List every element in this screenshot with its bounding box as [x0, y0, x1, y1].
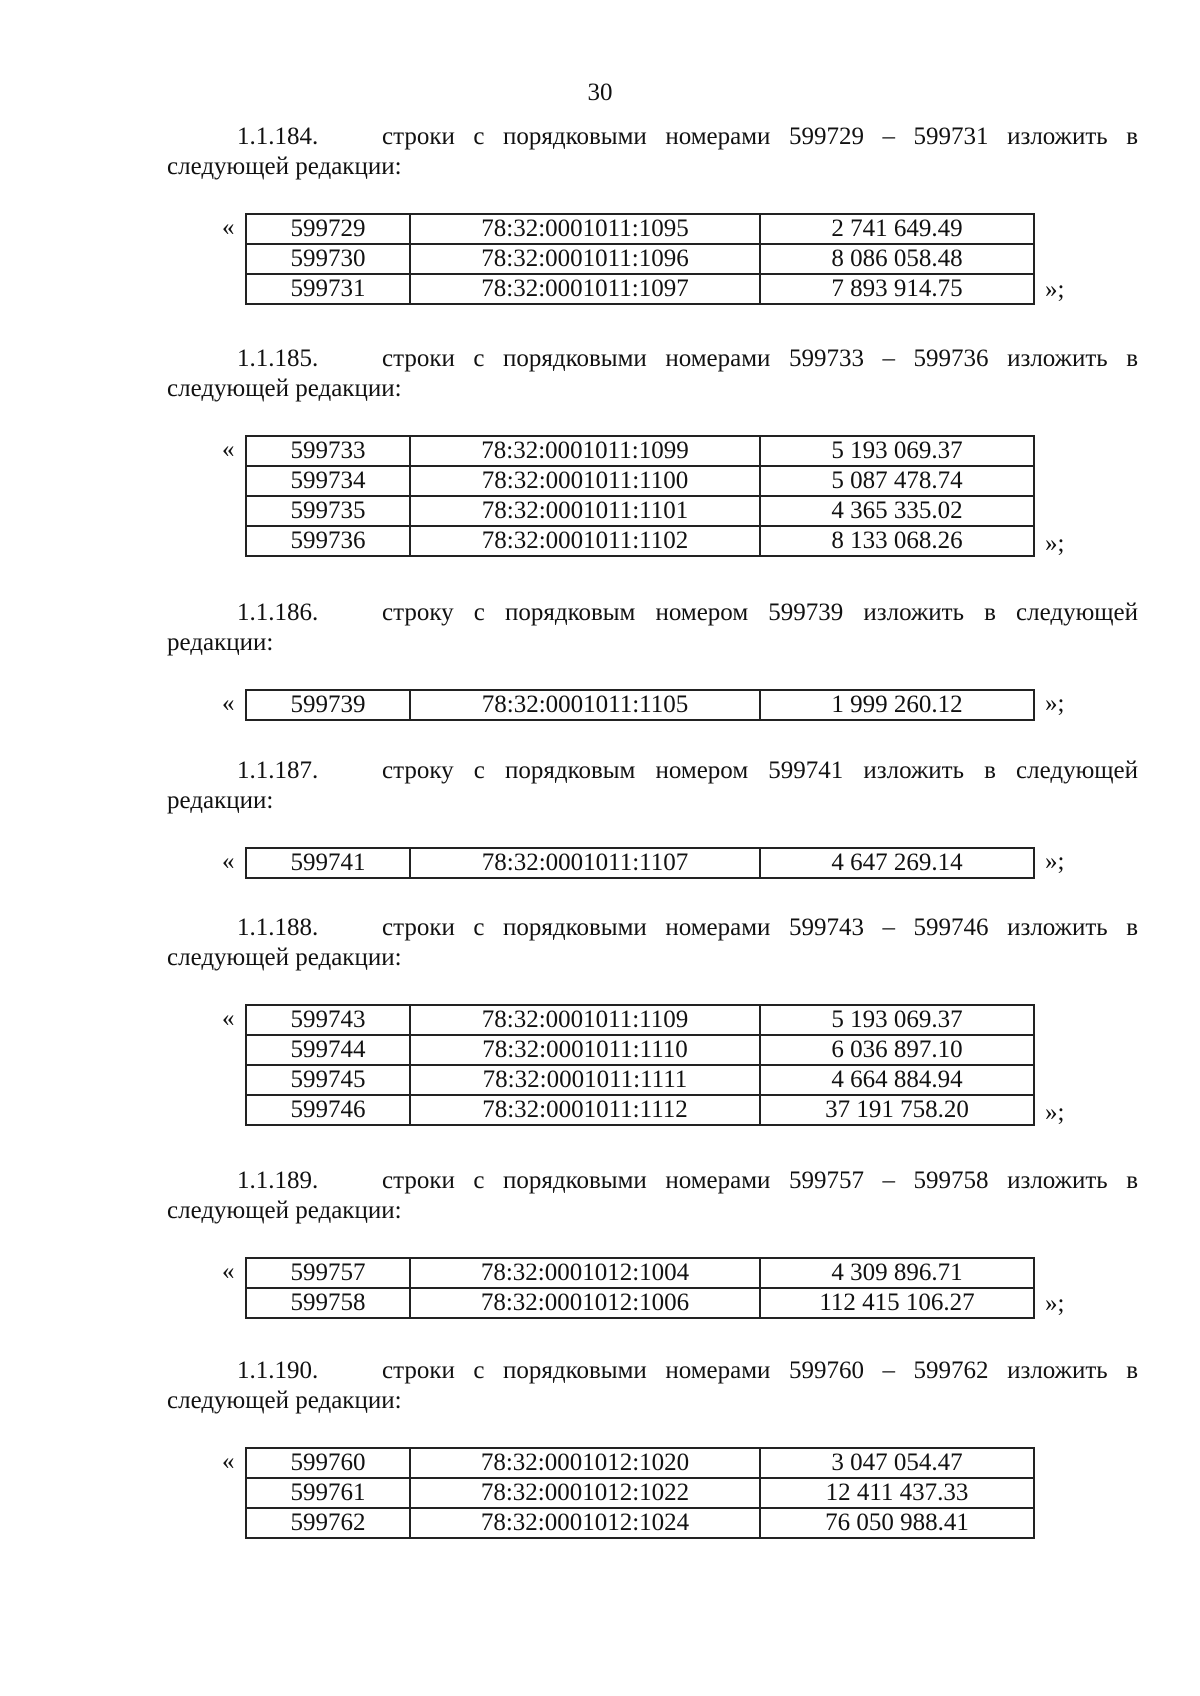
value-cell: 112 415 106.27 — [760, 1288, 1034, 1318]
section-paragraph — [167, 756, 1138, 816]
value-cell: 4 664 884.94 — [760, 1065, 1034, 1095]
page-number: 30 — [587, 79, 613, 106]
value-cell: 8 086 058.48 — [760, 244, 1034, 274]
close-quote: »; — [1045, 1099, 1065, 1126]
table-row — [246, 1095, 1034, 1125]
section-1-1-185 — [167, 344, 1138, 557]
row-number-cell: 599734 — [246, 466, 410, 496]
table-row — [246, 1258, 1034, 1288]
cadastral-number-cell: 78:32:0001011:1112 — [410, 1095, 760, 1125]
entries-table — [245, 435, 1035, 557]
value-cell: 76 050 988.41 — [760, 1508, 1034, 1538]
section-1-1-190 — [167, 1356, 1138, 1536]
section-text: строки с порядковыми номерами 599743 – 599746 изложить в следующей редакции: — [167, 914, 1138, 971]
section-number: 1.1.188. — [237, 914, 319, 941]
cadastral-number-cell: 78:32:0001011:1105 — [410, 690, 760, 720]
entries-table — [245, 689, 1035, 721]
close-quote: »; — [1045, 276, 1065, 303]
section-paragraph — [167, 1356, 1138, 1416]
close-quote: »; — [1045, 530, 1065, 557]
cadastral-number-cell: 78:32:0001011:1102 — [410, 526, 760, 556]
value-cell: 2 741 649.49 — [760, 214, 1034, 244]
cadastral-number-cell: 78:32:0001011:1100 — [410, 466, 760, 496]
cadastral-number-cell: 78:32:0001011:1101 — [410, 496, 760, 526]
value-cell: 5 193 069.37 — [760, 1005, 1034, 1035]
cadastral-number-cell: 78:32:0001011:1099 — [410, 436, 760, 466]
section-number: 1.1.186. — [237, 599, 319, 626]
cadastral-number-cell: 78:32:0001011:1109 — [410, 1005, 760, 1035]
row-number-cell: 599746 — [246, 1095, 410, 1125]
table-row — [246, 1035, 1034, 1065]
cadastral-number-cell: 78:32:0001012:1024 — [410, 1508, 760, 1538]
section-paragraph — [167, 913, 1138, 973]
section-1-1-184 — [167, 122, 1138, 303]
section-number: 1.1.185. — [237, 345, 319, 372]
cadastral-number-cell: 78:32:0001011:1097 — [410, 274, 760, 304]
close-quote: »; — [1045, 848, 1065, 875]
row-number-cell: 599736 — [246, 526, 410, 556]
row-number-cell: 599741 — [246, 848, 410, 878]
row-number-cell: 599730 — [246, 244, 410, 274]
section-number: 1.1.189. — [237, 1167, 319, 1194]
open-quote: « — [222, 1258, 235, 1285]
row-number-cell: 599735 — [246, 496, 410, 526]
open-quote: « — [222, 1448, 235, 1475]
table-row — [246, 466, 1034, 496]
table-row — [246, 1478, 1034, 1508]
section-text: строки с порядковыми номерами 599757 – 599758 изложить в следующей редакции: — [167, 1167, 1138, 1224]
cadastral-number-cell: 78:32:0001011:1095 — [410, 214, 760, 244]
cadastral-number-cell: 78:32:0001011:1096 — [410, 244, 760, 274]
value-cell: 1 999 260.12 — [760, 690, 1034, 720]
section-text: строки с порядковыми номерами 599729 – 599731 изложить в следующей редакции: — [167, 123, 1138, 180]
value-cell: 6 036 897.10 — [760, 1035, 1034, 1065]
section-1-1-186 — [167, 598, 1138, 718]
cadastral-number-cell: 78:32:0001012:1022 — [410, 1478, 760, 1508]
section-1-1-187 — [167, 756, 1138, 876]
row-number-cell: 599757 — [246, 1258, 410, 1288]
row-number-cell: 599731 — [246, 274, 410, 304]
entries-table — [245, 213, 1035, 305]
table-row — [246, 1508, 1034, 1538]
close-quote: »; — [1045, 690, 1065, 717]
table-row — [246, 496, 1034, 526]
value-cell: 12 411 437.33 — [760, 1478, 1034, 1508]
table-row — [246, 244, 1034, 274]
table-row — [246, 1065, 1034, 1095]
open-quote: « — [222, 214, 235, 241]
table-row — [246, 690, 1034, 720]
close-quote: »; — [1045, 1290, 1065, 1317]
section-1-1-188 — [167, 913, 1138, 1126]
value-cell: 4 365 335.02 — [760, 496, 1034, 526]
row-number-cell: 599733 — [246, 436, 410, 466]
value-cell: 5 193 069.37 — [760, 436, 1034, 466]
table-row — [246, 1005, 1034, 1035]
section-text: строки с порядковыми номерами 599733 – 599736 изложить в следующей редакции: — [167, 345, 1138, 402]
section-paragraph — [167, 1166, 1138, 1226]
cadastral-number-cell: 78:32:0001011:1110 — [410, 1035, 760, 1065]
row-number-cell: 599760 — [246, 1448, 410, 1478]
value-cell: 8 133 068.26 — [760, 526, 1034, 556]
cadastral-number-cell: 78:32:0001011:1107 — [410, 848, 760, 878]
section-number: 1.1.184. — [237, 123, 319, 150]
value-cell: 5 087 478.74 — [760, 466, 1034, 496]
table-row — [246, 1288, 1034, 1318]
open-quote: « — [222, 690, 235, 717]
row-number-cell: 599745 — [246, 1065, 410, 1095]
section-number: 1.1.190. — [237, 1357, 319, 1384]
row-number-cell: 599739 — [246, 690, 410, 720]
cadastral-number-cell: 78:32:0001012:1020 — [410, 1448, 760, 1478]
section-text: строки с порядковыми номерами 599760 – 599762 изложить в следующей редакции: — [167, 1357, 1138, 1414]
entries-table — [245, 847, 1035, 879]
open-quote: « — [222, 1005, 235, 1032]
section-text: строку с порядковым номером 599741 изложить в следующей редакции: — [167, 757, 1138, 814]
section-text: строку с порядковым номером 599739 изложить в следующей редакции: — [167, 599, 1138, 656]
table-row — [246, 214, 1034, 244]
entries-table — [245, 1004, 1035, 1126]
row-number-cell: 599743 — [246, 1005, 410, 1035]
row-number-cell: 599762 — [246, 1508, 410, 1538]
table-row — [246, 848, 1034, 878]
value-cell: 37 191 758.20 — [760, 1095, 1034, 1125]
table-row — [246, 274, 1034, 304]
cadastral-number-cell: 78:32:0001012:1006 — [410, 1288, 760, 1318]
entries-table — [245, 1257, 1035, 1319]
row-number-cell: 599729 — [246, 214, 410, 244]
section-paragraph — [167, 344, 1138, 404]
value-cell: 7 893 914.75 — [760, 274, 1034, 304]
cadastral-number-cell: 78:32:0001012:1004 — [410, 1258, 760, 1288]
section-paragraph — [167, 122, 1138, 182]
row-number-cell: 599758 — [246, 1288, 410, 1318]
section-number: 1.1.187. — [237, 757, 319, 784]
value-cell: 3 047 054.47 — [760, 1448, 1034, 1478]
table-row — [246, 1448, 1034, 1478]
entries-table — [245, 1447, 1035, 1539]
row-number-cell: 599744 — [246, 1035, 410, 1065]
table-row — [246, 436, 1034, 466]
row-number-cell: 599761 — [246, 1478, 410, 1508]
value-cell: 4 647 269.14 — [760, 848, 1034, 878]
cadastral-number-cell: 78:32:0001011:1111 — [410, 1065, 760, 1095]
table-row — [246, 526, 1034, 556]
section-paragraph — [167, 598, 1138, 658]
open-quote: « — [222, 436, 235, 463]
section-1-1-189 — [167, 1166, 1138, 1317]
open-quote: « — [222, 848, 235, 875]
value-cell: 4 309 896.71 — [760, 1258, 1034, 1288]
